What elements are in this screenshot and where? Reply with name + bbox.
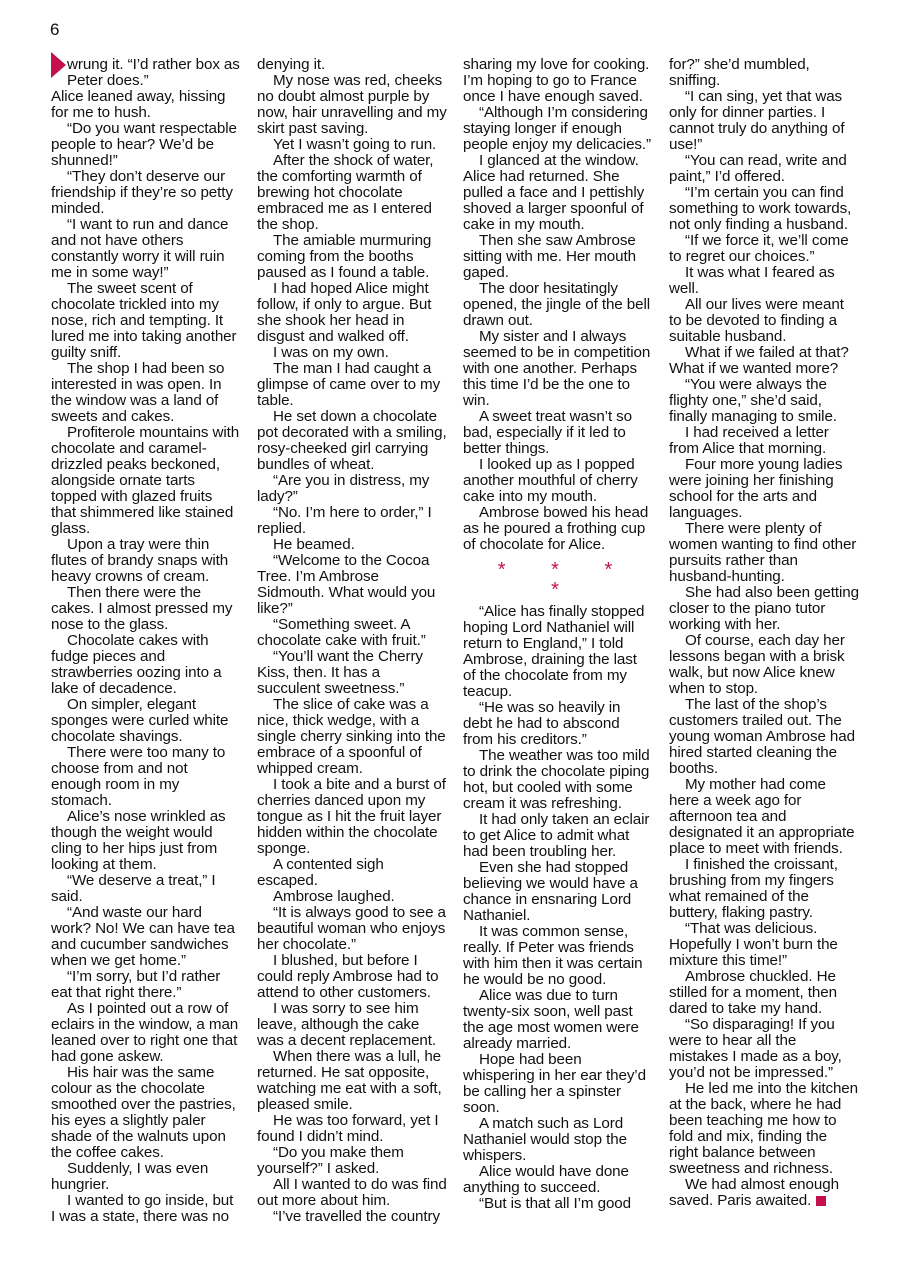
paragraph: After the shock of water, the comforting warmth of brewing hot chocolate embraced me as I entered the shop. <box>257 152 434 233</box>
paragraph: All our lives were meant to be devoted to finding a suitable husband. <box>669 296 844 345</box>
paragraph: “No. I’m here to order,” I replied. <box>257 504 432 537</box>
paragraph: I was sorry to see him leave, although the cake was a decent replacement. <box>257 1000 437 1049</box>
paragraph: Ambrose chuckled. He stilled for a moment, then dared to take my hand. <box>669 968 837 1017</box>
end-of-story-square-icon <box>816 1196 826 1206</box>
paragraph: A sweet treat wasn’t so bad, especially if it led to better things. <box>463 408 633 457</box>
paragraph: “I want to run and dance and not have others constantly worry it will ruin me in some way!” <box>51 216 229 281</box>
paragraph: I wanted to go inside, but I was a state, there was no <box>51 1192 234 1225</box>
paragraph-text: We had almost enough saved. Paris awaited. <box>669 1176 839 1209</box>
paragraph: My sister and I always seemed to be in competition with one another. Perhaps this time I’d be the one to win. <box>463 328 651 409</box>
paragraph: Alice was due to turn twenty-six soon, well past the age most women were already married. <box>463 987 639 1052</box>
paragraph: “Although I’m considering staying longer if enough people enjoy my delicacies.” <box>463 104 651 153</box>
paragraph: What if we failed at that? What if we wanted more? <box>669 344 849 377</box>
paragraph: There were plenty of women wanting to find other pursuits rather than husband-hunting. <box>669 520 857 585</box>
paragraph: He set down a chocolate pot decorated with a smiling, rosy-cheeked girl carrying bundles of wheat. <box>257 408 447 473</box>
paragraph: As I pointed out a row of eclairs in the window, a man leaned over to right one that had gone askew. <box>51 1000 239 1065</box>
paragraph: My nose was red, cheeks no doubt almost purple by now, hair unravelling and my skirt past saving. <box>257 72 447 137</box>
paragraph: The last of the shop’s customers trailed out. The young woman Ambrose had hired started cleaning the booths. <box>669 696 855 777</box>
paragraph: I blushed, but before I could reply Ambrose had to attend to other customers. <box>257 952 439 1001</box>
paragraph: It was what I feared as well. <box>669 264 835 297</box>
paragraph: A contented sigh escaped. <box>257 856 384 889</box>
text-column-2 <box>257 57 447 1225</box>
paragraph: Chocolate cakes with fudge pieces and strawberries oozing into a lake of decadence. <box>51 632 222 697</box>
paragraph: Alice leaned away, hissing for me to hush. <box>51 88 226 121</box>
paragraph: I had hoped Alice might follow, if only to argue. But she shook her head in disgust and walked off. <box>257 280 432 345</box>
paragraph: Yet I wasn’t going to run. <box>273 136 437 153</box>
paragraph: It was common sense, really. If Peter was friends with him then it was certain he would be no good. <box>463 923 643 988</box>
paragraph: “But is that all I’m good <box>479 1195 631 1212</box>
final-paragraph <box>669 1177 859 1209</box>
paragraph: He was too forward, yet I found I didn’t mind. <box>257 1112 439 1145</box>
paragraph: “So disparaging! If you were to hear all the mistakes I made as a boy, you’d not be impressed.” <box>669 1016 842 1081</box>
paragraph: “If we force it, we’ll come to regret our choices.” <box>669 232 849 265</box>
paragraph: “They don’t deserve our friendship if they’re so petty minded. <box>51 168 233 217</box>
paragraph: “We deserve a treat,” I said. <box>51 872 216 905</box>
paragraph: She had also been getting closer to the piano tutor working with her. <box>669 584 859 633</box>
paragraph: All I wanted to do was find out more about him. <box>257 1176 447 1209</box>
text-column-3 <box>463 57 653 1212</box>
paragraph: “You were always the flighty one,” she’d said, finally managing to smile. <box>669 376 837 425</box>
paragraph: There were too many to choose from and not enough room in my stomach. <box>51 744 226 809</box>
paragraph: On simpler, elegant sponges were curled white chocolate shavings. <box>51 696 229 745</box>
text-column-1 <box>51 57 241 1225</box>
text-column-4 <box>669 57 859 1209</box>
paragraph: wrung it. “I’d rather box as Peter does.” <box>67 56 240 89</box>
paragraph: for?” she’d mumbled, sniffing. <box>669 56 810 89</box>
paragraph: He led me into the kitchen at the back, where he had been teaching me how to fold and mix, finding the right balance between sweetness and richness. <box>669 1080 858 1177</box>
paragraph: “Are you in distress, my lady?” <box>257 472 430 505</box>
paragraph: “It is always good to see a beautiful woman who enjoys her chocolate.” <box>257 904 446 953</box>
paragraph: Four more young ladies were joining her finishing school for the arts and languages. <box>669 456 843 521</box>
paragraph: “You’ll want the Cherry Kiss, then. It has a succulent sweetness.” <box>257 648 423 697</box>
paragraph: “Alice has finally stopped hoping Lord Nathaniel will return to England,” I told Ambrose, draining the last of the chocolate from my teacup. <box>463 603 645 700</box>
paragraph: “I can sing, yet that was only for dinner parties. I cannot truly do anything of use!” <box>669 88 845 153</box>
paragraph: Upon a tray were thin flutes of brandy snaps with heavy crowns of cream. <box>51 536 229 585</box>
paragraph: “Do you want respectable people to hear? We’d be shunned!” <box>51 120 237 169</box>
paragraph: It had only taken an eclair to get Alice to admit what had been troubling her. <box>463 811 650 860</box>
paragraph: I finished the croissant, brushing from my fingers what remained of the buttery, flaking pastry. <box>669 856 838 921</box>
paragraph: I took a bite and a burst of cherries danced upon my tongue as I hit the fruit layer hidden within the chocolate sponge. <box>257 776 446 857</box>
paragraph: Alice would have done anything to succeed. <box>463 1163 629 1196</box>
paragraph: The sweet scent of chocolate trickled into my nose, rich and tempting. It lured me into taking another guilty sniff. <box>51 280 237 361</box>
paragraph: His hair was the same colour as the chocolate smoothed over the pastries, his eyes a slightly paler shade of the walnuts upon the coffee cakes. <box>51 1064 236 1161</box>
paragraph: “Something sweet. A chocolate cake with fruit.” <box>257 616 426 649</box>
paragraph: The shop I had been so interested in was open. In the window was a land of sweets and cakes. <box>51 360 225 425</box>
paragraph: I was on my own. <box>273 344 389 361</box>
page-number: 6 <box>50 20 60 39</box>
paragraph: sharing my love for cooking. I’m hoping to go to France once I have enough saved. <box>463 56 650 105</box>
paragraph: Suddenly, I was even hungrier. <box>51 1160 209 1193</box>
paragraph: When there was a lull, he returned. He sat opposite, watching me eat with a soft, pleased smile. <box>257 1048 442 1113</box>
paragraph: I looked up as I popped another mouthful of cherry cake into my mouth. <box>463 456 638 505</box>
paragraph: Even she had stopped believing we would have a chance in ensnaring Lord Nathaniel. <box>463 859 638 924</box>
paragraph: Of course, each day her lessons began with a brisk walk, but now Alice knew when to stop. <box>669 632 845 697</box>
paragraph: Ambrose laughed. <box>273 888 395 905</box>
paragraph: Alice’s nose wrinkled as though the weight would cling to her hips just from looking at them. <box>51 808 226 873</box>
paragraph: The door hesitatingly opened, the jingle of the bell drawn out. <box>463 280 650 329</box>
paragraph: Then there were the cakes. I almost pressed my nose to the glass. <box>51 584 233 633</box>
paragraph: A match such as Lord Nathaniel would stop the whispers. <box>463 1115 627 1164</box>
section-break-asterisks: * * * * <box>497 559 633 601</box>
paragraph: Hope had been whispering in her ear they’d be calling her a spinster soon. <box>463 1051 646 1116</box>
paragraph: I glanced at the window. Alice had returned. She pulled a face and I pettishly shoved a larger spoonful of cake in my mouth. <box>463 152 645 233</box>
paragraph: “I’ve travelled the country <box>273 1208 440 1225</box>
paragraph: The slice of cake was a nice, thick wedge, with a single cherry sinking into the embrace of a spoonful of whipped cream. <box>257 696 446 777</box>
paragraph: “I’m certain you can find something to work towards, not only finding a husband. <box>669 184 852 233</box>
paragraph: Ambrose bowed his head as he poured a frothing cup of chocolate for Alice. <box>463 504 649 553</box>
paragraph: I had received a letter from Alice that morning. <box>669 424 829 457</box>
paragraph: He beamed. <box>273 536 355 553</box>
paragraph: The man I had caught a glimpse of came over to my table. <box>257 360 441 409</box>
paragraph: “Do you make them yourself?” I asked. <box>257 1144 404 1177</box>
paragraph: “He was so heavily in debt he had to abscond from his creditors.” <box>463 699 621 748</box>
paragraph: “I’m sorry, but I’d rather eat that right there.” <box>51 968 221 1001</box>
paragraph: Then she saw Ambrose sitting with me. Her mouth gaped. <box>463 232 636 281</box>
paragraph: The weather was too mild to drink the chocolate piping hot, but cooled with some cream it was refreshing. <box>463 747 650 812</box>
paragraph: “That was delicious. Hopefully I won’t burn the mixture this time!” <box>669 920 838 969</box>
paragraph: Profiterole mountains with chocolate and caramel-drizzled peaks beckoned, alongside ornate tarts topped with glazed fruits that shimmered like stained glass. <box>51 424 240 537</box>
paragraph: “And waste our hard work? No! We can have tea and cucumber sandwiches when we get home.” <box>51 904 235 969</box>
paragraph: My mother had come here a week ago for afternoon tea and designated it an appropriate place to meet with friends. <box>669 776 855 857</box>
paragraph: denying it. <box>257 56 326 73</box>
paragraph: “You can read, write and paint,” I’d offered. <box>669 152 847 185</box>
paragraph: “Welcome to the Cocoa Tree. I’m Ambrose Sidmouth. What would you like?” <box>257 552 436 617</box>
paragraph: The amiable murmuring coming from the booths paused as I found a table. <box>257 232 432 281</box>
